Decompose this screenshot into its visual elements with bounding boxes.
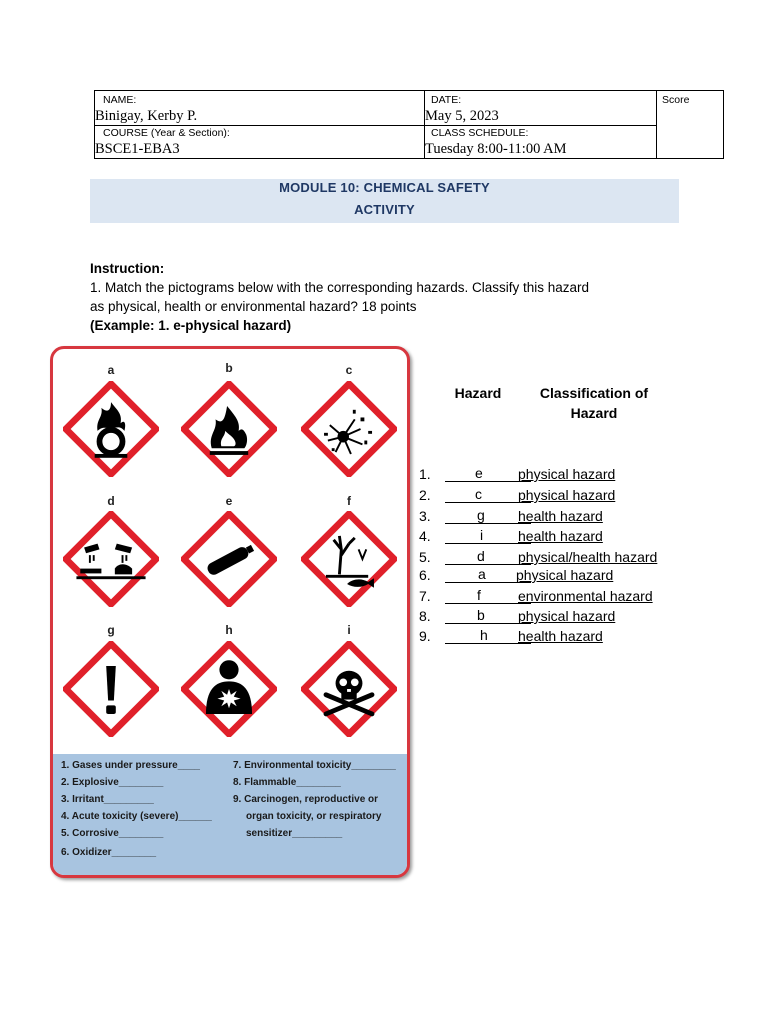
legend-item-9-end: sensitizer_________	[246, 828, 343, 839]
answer-number: 6.	[419, 567, 431, 583]
instruction-line-2: as physical, health or environmental hazard? 18 points	[90, 299, 417, 314]
pictogram-letter-g: g	[107, 623, 115, 637]
instruction-heading: Instruction:	[90, 261, 165, 276]
legend-item-6: 6. Oxidizer________	[61, 847, 157, 858]
answer-classification: physical hazard	[516, 567, 614, 583]
answer-classification: health hazard	[518, 628, 603, 644]
answer-letter: b	[477, 607, 485, 623]
gas-cylinder-icon	[181, 511, 277, 607]
answer-number: 7.	[419, 588, 431, 604]
answer-row	[419, 528, 719, 548]
answer-classification: health hazard	[518, 528, 603, 544]
answer-number: 3.	[419, 508, 431, 524]
answer-number: 4.	[419, 528, 431, 544]
legend-item-2: 2. Explosive________	[61, 777, 164, 788]
ghs-pictogram-card	[50, 346, 410, 878]
skull-crossbones-icon	[301, 641, 397, 737]
answer-number: 8.	[419, 608, 431, 624]
answer-classification: physical hazard	[518, 487, 616, 503]
column-header-hazard: Hazard	[454, 385, 502, 401]
answer-letter: g	[477, 507, 485, 523]
answer-row	[419, 487, 719, 507]
answer-row	[419, 549, 719, 569]
legend-item-8: 8. Flammable________	[233, 777, 341, 788]
pictogram-letter-b: b	[225, 361, 233, 375]
legend-item-4: 4. Acute toxicity (severe)______	[61, 811, 212, 822]
pictogram-letter-a: a	[107, 363, 115, 377]
module-subtitle: ACTIVITY	[354, 202, 415, 217]
answer-letter: f	[477, 587, 481, 603]
oxidizer-icon	[63, 381, 159, 477]
answer-number: 2.	[419, 487, 431, 503]
student-info-table	[94, 90, 724, 159]
pictogram-letter-h: h	[225, 623, 233, 637]
schedule-value: Tuesday 8:00-11:00 AM	[425, 141, 567, 157]
schedule-label: CLASS SCHEDULE:	[431, 127, 529, 139]
legend-item-9-cont: organ toxicity, or respiratory	[246, 811, 382, 822]
legend-item-5: 5. Corrosive________	[61, 828, 164, 839]
pictogram-letter-e: e	[225, 494, 233, 508]
answer-row	[419, 588, 719, 608]
legend-item-1: 1. Gases under pressure____	[61, 760, 200, 771]
corrosive-icon	[63, 511, 159, 607]
name-value: Binigay, Kerby P.	[95, 108, 198, 124]
answer-classification: environmental hazard	[518, 588, 653, 604]
answer-row	[419, 628, 719, 648]
column-header-classification: Classification of	[539, 385, 649, 401]
flammable-icon	[181, 381, 277, 477]
pictogram-letter-f: f	[347, 494, 351, 508]
instruction-example: (Example: 1. e-physical hazard)	[90, 318, 292, 333]
legend-item-7: 7. Environmental toxicity________	[233, 760, 396, 771]
answer-letter: i	[480, 527, 484, 543]
instruction-line-1: 1. Match the pictograms below with the corresponding hazards. Classify this hazard	[90, 280, 589, 295]
answer-classification: physical hazard	[518, 466, 616, 482]
health-hazard-icon	[181, 641, 277, 737]
answer-number: 1.	[419, 466, 431, 482]
module-title: MODULE 10: CHEMICAL SAFETY	[279, 180, 490, 195]
answer-letter: d	[477, 548, 485, 564]
answer-row	[419, 567, 719, 587]
date-label: DATE:	[431, 94, 462, 106]
answer-row	[419, 508, 719, 528]
course-label: COURSE (Year & Section):	[103, 127, 230, 139]
module-title-banner	[90, 179, 679, 223]
answer-number: 5.	[419, 549, 431, 565]
pictogram-letter-d: d	[107, 494, 115, 508]
answer-letter: e	[475, 465, 483, 481]
answer-classification: physical/health hazard	[518, 549, 658, 565]
hazard-legend	[53, 754, 407, 878]
pictogram-letter-i: i	[347, 623, 351, 637]
score-label: Score	[662, 94, 690, 106]
exclamation-icon	[63, 641, 159, 737]
environment-icon	[301, 511, 397, 607]
legend-item-3: 3. Irritant_________	[61, 794, 154, 805]
name-label: NAME:	[103, 94, 137, 106]
answer-letter: a	[478, 566, 486, 582]
answer-classification: physical hazard	[518, 608, 616, 624]
course-value: BSCE1-EBA3	[95, 141, 180, 157]
answer-letter: h	[480, 627, 488, 643]
answer-row	[419, 608, 719, 628]
date-value: May 5, 2023	[425, 108, 499, 124]
pictogram-letter-c: c	[345, 363, 353, 377]
answer-classification: health hazard	[518, 508, 603, 524]
answer-letter: c	[475, 486, 482, 502]
answer-row	[419, 466, 719, 486]
legend-item-9: 9. Carcinogen, reproductive or	[233, 794, 379, 805]
explosive-icon	[301, 381, 397, 477]
column-header-classification-2: Hazard	[570, 405, 618, 421]
answer-number: 9.	[419, 628, 431, 644]
